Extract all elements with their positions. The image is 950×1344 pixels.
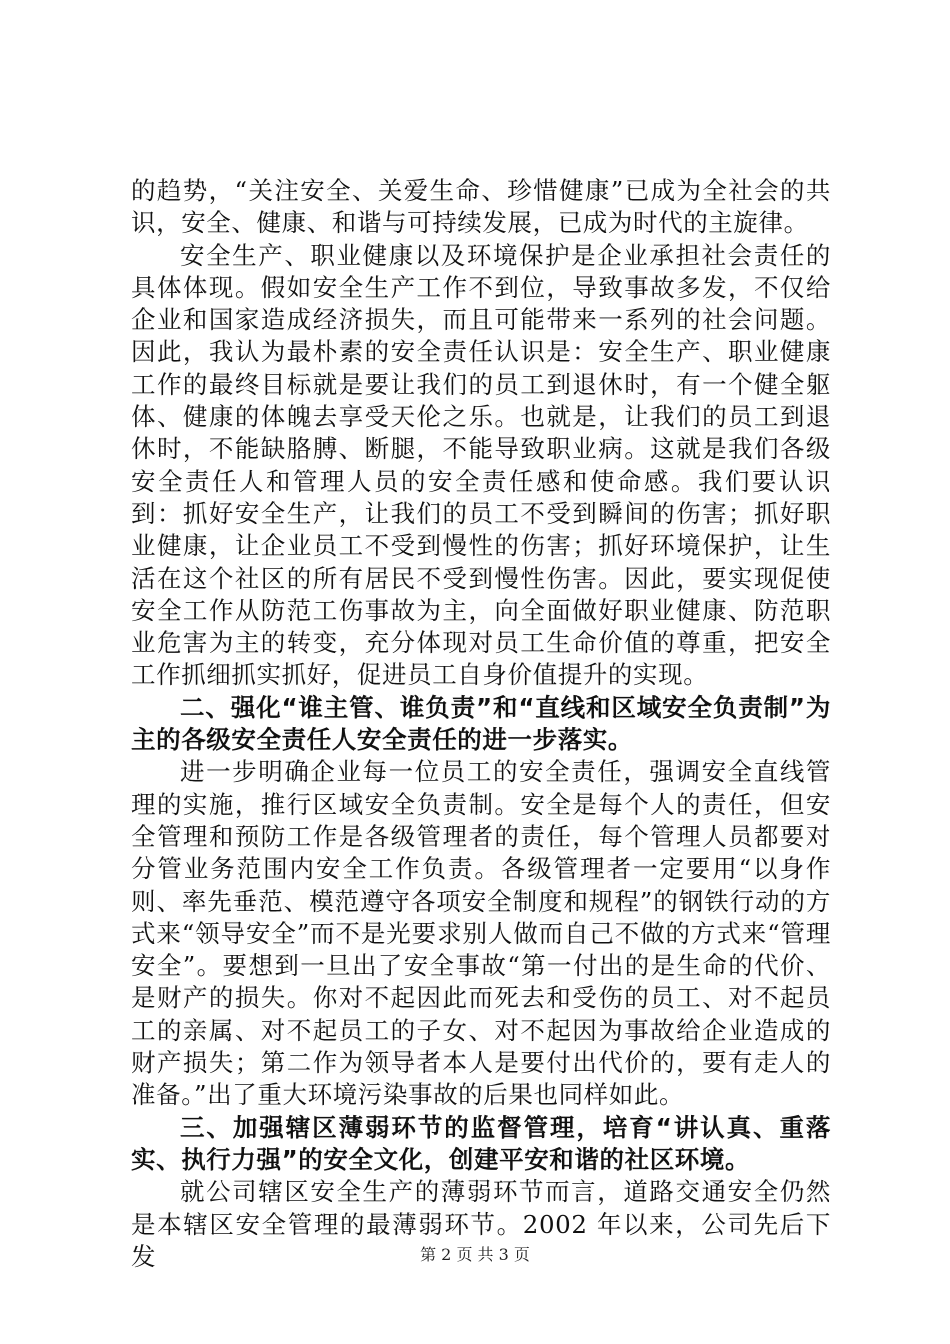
paragraph-intro-continuation: 的趋势，“关注安全、关爱生命、珍惜健康”已成为全社会的共识，安全、健康、和谐与可持续发展，已成为时代的主旋律。	[131, 176, 831, 238]
document-body	[131, 175, 831, 1273]
page-number-footer: 第 2 页 共 3 页	[420, 1245, 530, 1264]
paragraph-safety-responsibility: 安全生产、职业健康以及环境保护是企业承担社会责任的具体体现。假如安全生产工作不到位，导致事故多发，不仅给企业和国家造成经济损失，而且可能带来一系列的社会问题。因此，我认为最朴素的安全责任认识是：安全生产、职业健康工作的最终目标就是要让我们的员工到退休时，有一个健全躯体、健康的体魄去享受天伦之乐。也就是，让我们的员工到退休时，不能缺胳膊、断腿，不能导致职业病。这就是我们各级安全责任人和管理人员的安全责任感和使命感。我们要认识到：抓好安全生产，让我们的员工不受到瞬间的伤害；抓好职业健康，让企业员工不受到慢性的伤害；抓好环境保护，让生活在这个社区的所有居民不受到慢性伤害。因此，要实现促使安全工作从防范工伤事故为主，向全面做好职业健康、防范职业危害为主的转变，充分体现对员工生命价值的尊重，把安全工作抓细抓实抓好，促进员工自身价值提升的实现。	[131, 240, 831, 690]
paragraph-weak-links: 就公司辖区安全生产的薄弱环节而言，道路交通安全仍然是本辖区安全管理的最薄弱环节。2002 年以来，公司先后下发	[131, 1177, 831, 1271]
section-heading-2: 二、强化“谁主管、谁负责”和“直线和区域安全负责制”为主的各级安全责任人安全责任的进一步落实。	[131, 692, 831, 755]
paragraph-safety-duties: 进一步明确企业每一位员工的安全责任，强调安全直线管理的实施，推行区域安全负责制。安全是每个人的责任，但安全管理和预防工作是各级管理者的责任，每个管理人员都要对分管业务范围内安全工作负责。各级管理者一定要用“以身作则、率先垂范、模范遵守各项安全制度和规程”的钢铁行动的方式来“领导安全”而不是光要求别人做而自己不做的方式来“管理安全”。要想到一旦出了安全事故“第一付出的是生命的代价、是财产的损失。你对不起因此而死去和受伤的员工、对不起员工的亲属、对不起员工的子女、对不起因为事故给企业造成的财产损失；第二作为领导者本人是要付出代价的，要有走人的准备。”出了重大环境污染事故的后果也同样如此。	[131, 757, 831, 1110]
section-heading-3: 三、加强辖区薄弱环节的监督管理，培育“讲认真、重落实、执行力强”的安全文化，创建平安和谐的社区环境。	[131, 1112, 831, 1174]
